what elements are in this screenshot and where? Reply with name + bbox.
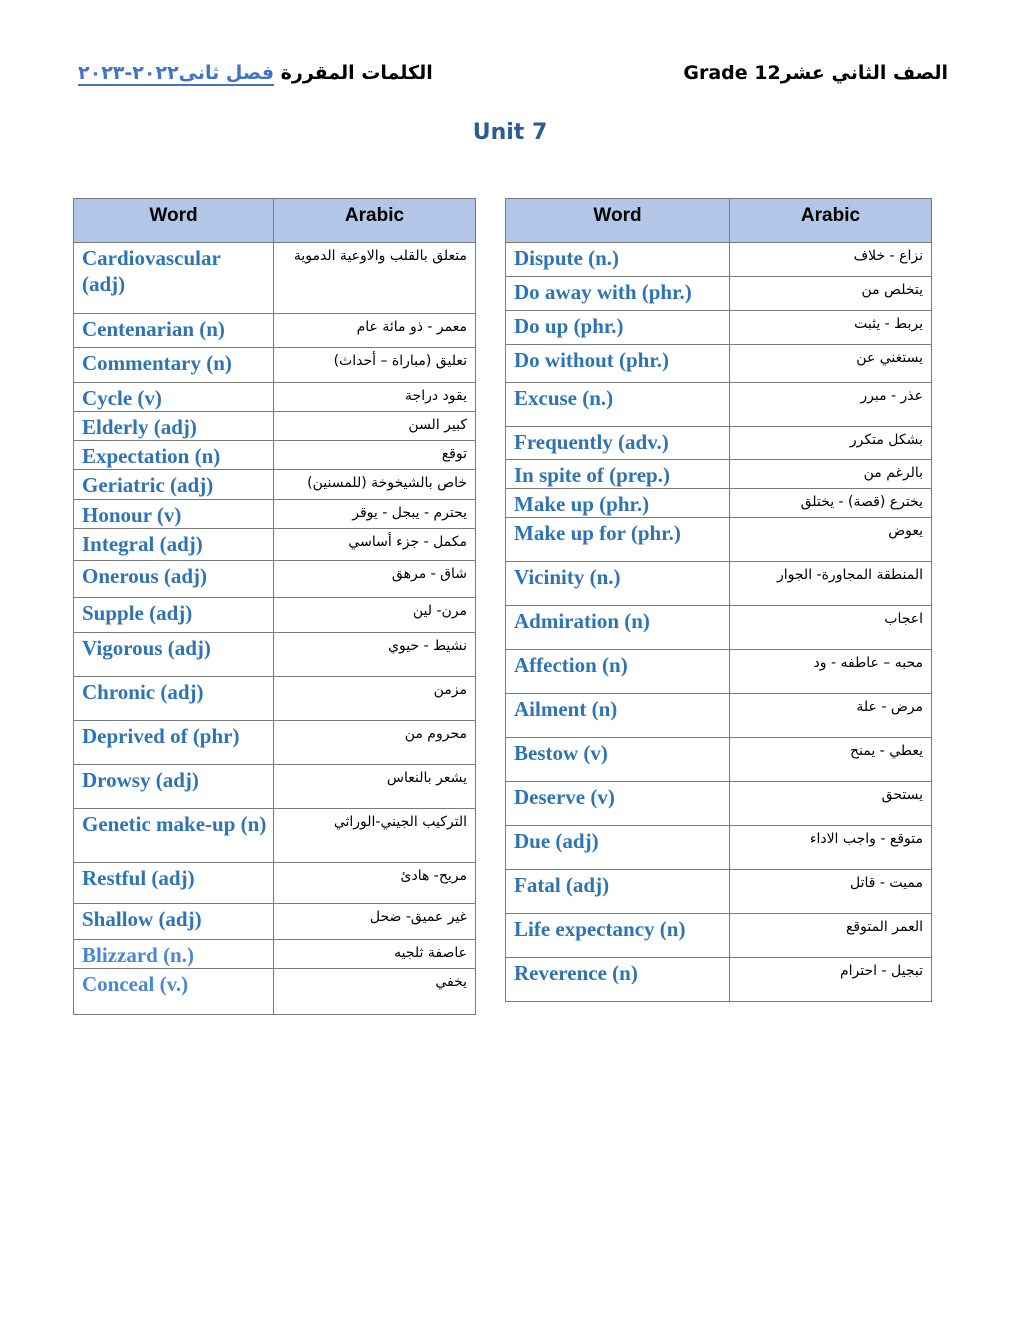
table-row xyxy=(506,345,932,383)
word-cell: Ailment (n) xyxy=(506,694,730,738)
word-cell: Frequently (adv.) xyxy=(506,427,730,460)
table-row xyxy=(74,633,476,677)
table-row xyxy=(506,243,932,277)
arabic-meaning-cell: يتخلص من xyxy=(730,277,932,311)
table-row xyxy=(506,914,932,958)
word-column-header: Word xyxy=(74,199,274,243)
table-row xyxy=(506,311,932,345)
word-cell: Admiration (n) xyxy=(506,606,730,650)
table-row xyxy=(506,277,932,311)
arabic-meaning-cell: التركيب الجيني-الوراثي xyxy=(274,809,476,863)
word-cell: Deserve (v) xyxy=(506,782,730,826)
arabic-meaning-cell: يخفي xyxy=(274,969,476,1015)
arabic-meaning-cell: خاص بالشيخوخة (للمسنين) xyxy=(274,470,476,500)
table-row xyxy=(74,383,476,412)
table-row xyxy=(74,677,476,721)
arabic-meaning-cell: كبير السن xyxy=(274,412,476,441)
arabic-meaning-cell: عاصفة ثلجيه xyxy=(274,940,476,969)
word-cell: In spite of (prep.) xyxy=(506,460,730,489)
arabic-meaning-cell: يستحق xyxy=(730,782,932,826)
arabic-meaning-cell: العمر المتوقع xyxy=(730,914,932,958)
word-cell: Vicinity (n.) xyxy=(506,562,730,606)
arabic-meaning-cell: يربط - يثبت xyxy=(730,311,932,345)
arabic-meaning-cell: يستغني عن xyxy=(730,345,932,383)
table-row xyxy=(74,348,476,383)
word-cell: Life expectancy (n) xyxy=(506,914,730,958)
word-cell: Make up (phr.) xyxy=(506,489,730,518)
table-row xyxy=(74,500,476,529)
arabic-meaning-cell: محروم من xyxy=(274,721,476,765)
arabic-meaning-cell: يعوض xyxy=(730,518,932,562)
arabic-meaning-cell: تعليق (مباراة – أحداث) xyxy=(274,348,476,383)
arabic-meaning-cell: مميت - قاتل xyxy=(730,870,932,914)
arabic-meaning-cell: نزاع - خلاف xyxy=(730,243,932,277)
word-cell: Due (adj) xyxy=(506,826,730,870)
word-cell: Honour (v) xyxy=(74,500,274,529)
word-cell: Shallow (adj) xyxy=(74,904,274,940)
table-row xyxy=(74,809,476,863)
word-cell: Do without (phr.) xyxy=(506,345,730,383)
table-row xyxy=(74,598,476,633)
arabic-meaning-cell: مكمل - جزء أساسي xyxy=(274,529,476,561)
header-grade-title: الصف الثاني عشرGrade 12 xyxy=(683,62,948,84)
arabic-meaning-cell: مريح- هادئ xyxy=(274,863,476,904)
word-cell: Elderly (adj) xyxy=(74,412,274,441)
arabic-meaning-cell: تبجيل - احترام xyxy=(730,958,932,1002)
word-cell: Restful (adj) xyxy=(74,863,274,904)
arabic-meaning-cell: غير عميق- ضحل xyxy=(274,904,476,940)
word-cell: Deprived of (phr) xyxy=(74,721,274,765)
table-row xyxy=(506,383,932,427)
word-cell: Chronic (adj) xyxy=(74,677,274,721)
table-row xyxy=(74,904,476,940)
table-row xyxy=(506,650,932,694)
header-vocabulary-title xyxy=(78,62,433,84)
word-cell: Make up for (phr.) xyxy=(506,518,730,562)
arabic-meaning-cell: يخترع (قصة) - يختلق xyxy=(730,489,932,518)
arabic-meaning-cell: يشعر بالنعاس xyxy=(274,765,476,809)
arabic-meaning-cell: توقع xyxy=(274,441,476,470)
arabic-meaning-cell: عذر - مبرر xyxy=(730,383,932,427)
table-row xyxy=(506,738,932,782)
word-cell: Conceal (v.) xyxy=(74,969,274,1015)
word-cell: Onerous (adj) xyxy=(74,561,274,598)
arabic-meaning-cell: بالرغم من xyxy=(730,460,932,489)
table-row xyxy=(74,863,476,904)
arabic-meaning-cell: متعلق بالقلب والاوعية الدموية xyxy=(274,243,476,314)
table-row xyxy=(506,870,932,914)
arabic-meaning-cell: محبه – عاطفه - ود xyxy=(730,650,932,694)
arabic-column-header: Arabic xyxy=(274,199,476,243)
arabic-meaning-cell: مزمن xyxy=(274,677,476,721)
word-cell: Integral (adj) xyxy=(74,529,274,561)
table-row xyxy=(74,243,476,314)
arabic-meaning-cell: مرض - علة xyxy=(730,694,932,738)
arabic-column-header: Arabic xyxy=(730,199,932,243)
word-cell: Expectation (n) xyxy=(74,441,274,470)
arabic-meaning-cell: معمر - ذو مائة عام xyxy=(274,314,476,348)
word-cell: Excuse (n.) xyxy=(506,383,730,427)
unit-title: Unit 7 xyxy=(472,120,548,145)
table-row xyxy=(506,562,932,606)
word-cell: Commentary (n) xyxy=(74,348,274,383)
word-cell: Affection (n) xyxy=(506,650,730,694)
table-row xyxy=(74,441,476,470)
table-row xyxy=(506,427,932,460)
word-cell: Do up (phr.) xyxy=(506,311,730,345)
arabic-meaning-cell: يقود دراجة xyxy=(274,383,476,412)
table-header-row xyxy=(74,199,476,243)
table-row xyxy=(506,958,932,1002)
word-column-header: Word xyxy=(506,199,730,243)
header-semester-label: فصل ثانى٢٠٢٢-٢٠٢٣ xyxy=(78,62,275,84)
table-row xyxy=(74,470,476,500)
arabic-meaning-cell: يعطي - يمنح xyxy=(730,738,932,782)
table-row xyxy=(74,765,476,809)
word-cell: Cycle (v) xyxy=(74,383,274,412)
table-row xyxy=(74,412,476,441)
table-row xyxy=(506,518,932,562)
word-cell: Drowsy (adj) xyxy=(74,765,274,809)
word-cell: Dispute (n.) xyxy=(506,243,730,277)
arabic-meaning-cell: متوقع - واجب الاداء xyxy=(730,826,932,870)
table-header-row xyxy=(506,199,932,243)
arabic-meaning-cell: نشيط - حيوي xyxy=(274,633,476,677)
table-row xyxy=(74,969,476,1015)
arabic-meaning-cell: مرن- لين xyxy=(274,598,476,633)
table-row xyxy=(506,782,932,826)
table-row xyxy=(74,940,476,969)
word-cell: Centenarian (n) xyxy=(74,314,274,348)
vocabulary-table-right xyxy=(505,198,932,1002)
table-row xyxy=(74,721,476,765)
word-cell: Geriatric (adj) xyxy=(74,470,274,500)
table-row xyxy=(74,314,476,348)
word-cell: Supple (adj) xyxy=(74,598,274,633)
arabic-meaning-cell: يحترم - يبجل - يوقر xyxy=(274,500,476,529)
word-cell: Cardiovascular (adj) xyxy=(74,243,274,314)
table-row xyxy=(506,460,932,489)
word-cell: Fatal (adj) xyxy=(506,870,730,914)
arabic-meaning-cell: اعجاب xyxy=(730,606,932,650)
word-cell: Blizzard (n.) xyxy=(74,940,274,969)
table-row xyxy=(506,826,932,870)
arabic-meaning-cell: بشكل متكرر xyxy=(730,427,932,460)
word-cell: Genetic make-up (n) xyxy=(74,809,274,863)
table-row xyxy=(506,489,932,518)
word-cell: Vigorous (adj) xyxy=(74,633,274,677)
table-row xyxy=(74,561,476,598)
arabic-meaning-cell: المنطقة المجاورة- الجوار xyxy=(730,562,932,606)
header-vocabulary-label: الكلمات المقررة xyxy=(274,62,433,84)
table-row xyxy=(74,529,476,561)
word-cell: Bestow (v) xyxy=(506,738,730,782)
word-cell: Reverence (n) xyxy=(506,958,730,1002)
table-row xyxy=(506,606,932,650)
vocabulary-table-left xyxy=(73,198,476,1015)
word-cell: Do away with (phr.) xyxy=(506,277,730,311)
table-row xyxy=(506,694,932,738)
arabic-meaning-cell: شاق - مرهق xyxy=(274,561,476,598)
